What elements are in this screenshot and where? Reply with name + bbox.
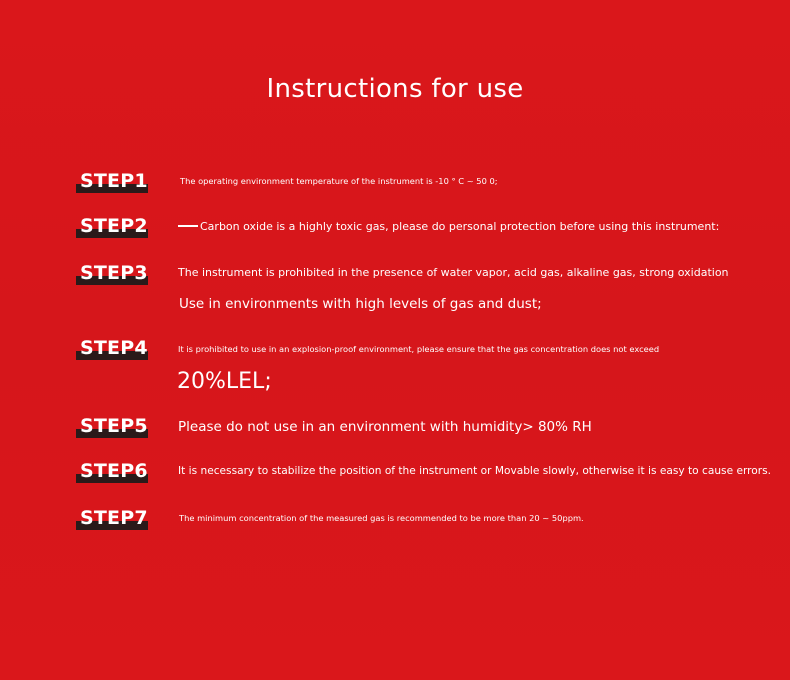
step-5-text: Please do not use in an environment with humidity> 80% RH xyxy=(178,419,592,435)
step-badge-5 xyxy=(76,414,148,438)
step-label: STEP5 xyxy=(80,415,148,437)
step-label: STEP6 xyxy=(80,460,148,482)
step-label: STEP2 xyxy=(80,215,148,237)
step-label: STEP3 xyxy=(80,262,148,284)
step-badge-2 xyxy=(76,214,148,238)
step-badge-1 xyxy=(76,169,148,193)
step-1-text: The operating environment temperature of the instrument is -10 ° C ~ 50 0; xyxy=(180,176,498,186)
step-badge-4 xyxy=(76,336,148,360)
dash-mark xyxy=(178,225,198,227)
step-label: STEP4 xyxy=(80,337,148,359)
step-badge-7 xyxy=(76,506,148,530)
step-badge-6 xyxy=(76,459,148,483)
step-6-text: It is necessary to stabilize the position of the instrument or Movable slowly, otherwise it is easy to cause errors. xyxy=(178,465,771,477)
step-3-text-continued: Use in environments with high levels of gas and dust; xyxy=(179,296,542,312)
step-4-text: It is prohibited to use in an explosion-proof environment, please ensure that the gas concentration does not exceed xyxy=(178,344,660,354)
step-2-text: Carbon oxide is a highly toxic gas, please do personal protection before using this instrument: xyxy=(200,220,720,233)
step-label: STEP7 xyxy=(80,507,148,529)
page-title: Instructions for use xyxy=(266,74,524,104)
step-4-value: 20%LEL; xyxy=(177,369,272,394)
step-label: STEP1 xyxy=(80,170,148,192)
step-7-text: The minimum concentration of the measured gas is recommended to be more than 20 ~ 50ppm. xyxy=(179,513,584,523)
step-3-text: The instrument is prohibited in the presence of water vapor, acid gas, alkaline gas, strong oxidation xyxy=(178,266,729,279)
step-badge-3 xyxy=(76,261,148,285)
step-2-line xyxy=(178,220,719,233)
